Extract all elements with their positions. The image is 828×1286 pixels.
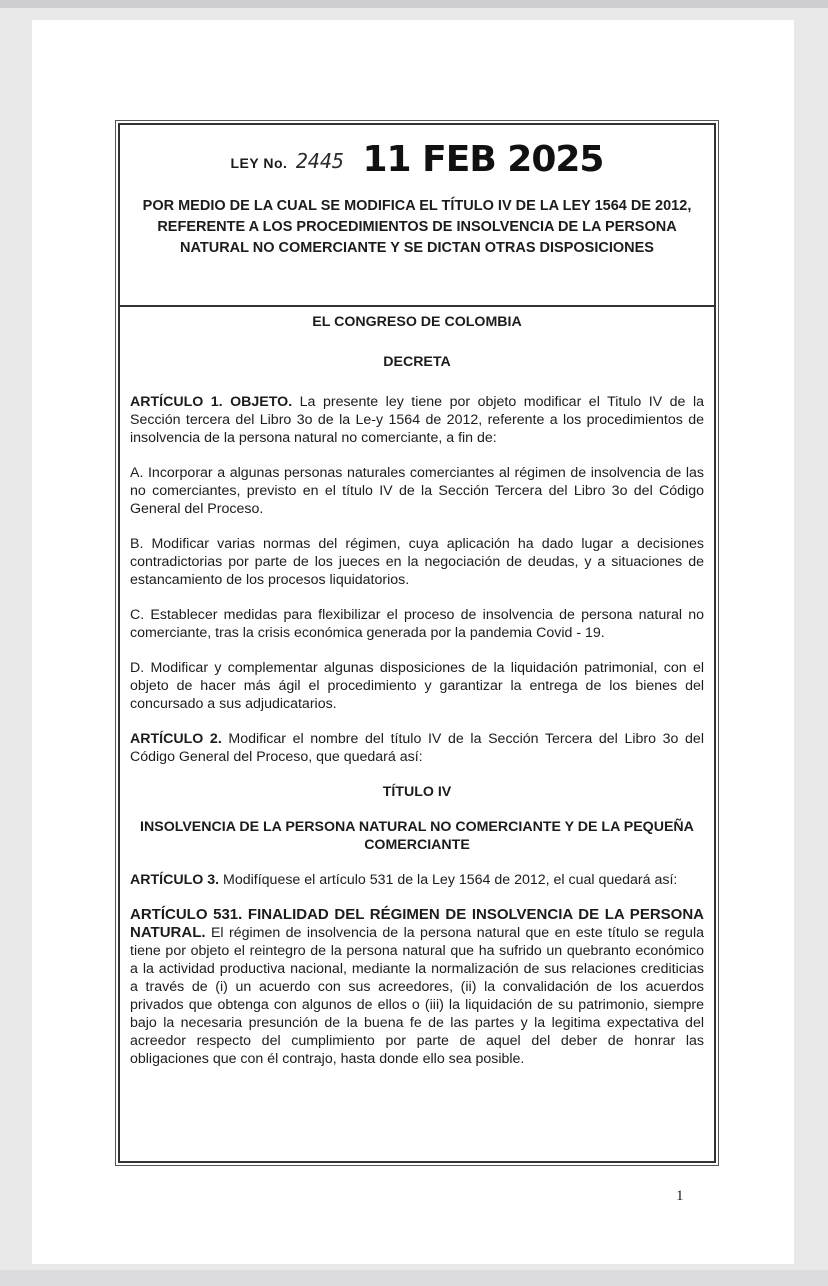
titulo-iv-name: INSOLVENCIA DE LA PERSONA NATURAL NO COMERCIANTE Y DE LA PEQUEÑA COMERCIANTE	[140, 819, 694, 853]
decreta-heading: DECRETA	[383, 354, 451, 370]
titulo-iv-heading: TÍTULO IV	[382, 784, 452, 800]
law-date-stamp: 11 FEB 2025	[362, 139, 604, 180]
item-d: D. Modificar y complementar algunas disposiciones de la liquidación patrimonial, con el objeto de hacer más ágil el procedimiento y garantizar la entrega de los bienes del concursado a sus adjudicatarios.	[130, 660, 704, 712]
article-3-text: Modifíquese el artículo 531 de la Ley 1564 de 2012, el cual quedará así:	[223, 872, 678, 888]
item-c: C. Establecer medidas para flexibilizar el proceso de insolvencia de persona natural no comerciante, tras la crisis económica generada por la pandemia Covid - 19.	[130, 607, 704, 641]
item-b: B. Modificar varias normas del régimen, cuya aplicación ha dado lugar a decisiones contradictorias por parte de los jueces en la negociación de deudas, y a situaciones de estancamiento de los procesos liquidatorios.	[130, 536, 704, 588]
article-3-heading: ARTÍCULO 3.	[130, 872, 220, 888]
article-1-text: La presente ley tiene por objeto modificar el Titulo IV de la Sección tercera del Libro 3o de la Le-y 1564 de 2012, referente a los procedimientos de insolvencia de la persona natural no comerciante, a fin de:	[130, 394, 704, 446]
congress-heading: EL CONGRESO DE COLOMBIA	[312, 314, 522, 330]
document-page	[32, 20, 794, 1264]
article-2-text: Modificar el nombre del título IV de la Sección Tercera del Libro 3o del Código General del Proceso, que quedará así:	[130, 731, 704, 765]
law-body	[130, 313, 704, 1068]
law-number-line	[120, 139, 714, 180]
law-title: POR MEDIO DE LA CUAL SE MODIFICA EL TÍTULO IV DE LA LEY 1564 DE 2012, REFERENTE A LOS PROCEDIMIENTOS DE INSOLVENCIA DE LA PERSONA NATURAL NO COMERCIANTE Y SE DICTAN OTRAS DISPOSICIONES	[142, 198, 692, 256]
law-number: 2445	[295, 149, 345, 173]
document-frame	[118, 123, 716, 1163]
article-2	[130, 730, 704, 766]
bottom-strip	[0, 1270, 828, 1286]
article-1	[130, 393, 704, 447]
article-531	[130, 906, 704, 1068]
article-1-heading: ARTÍCULO 1. OBJETO.	[130, 394, 293, 410]
law-header	[120, 125, 714, 307]
page-number: 1	[676, 1188, 684, 1204]
article-2-heading: ARTÍCULO 2.	[130, 731, 222, 747]
article-531-text: El régimen de insolvencia de la persona natural que en este título se regula tiene por objeto el reintegro de la persona natural que ha sufrido un quebranto económico a la actividad productiva nacional, mediante la normalización de sus relaciones crediticias a través de (i) un acuerdo con sus acreedores, (ii) la convalidación de los acuerdos privados que obtenga con algunos de ellos o (iii) la liquidación de su patrimonio, siempre bajo la necesaria presunción de la buena fe de las partes y la legitima expectativa del acreedor respecto del cumplimiento por parte de aquel del deber de honrar las obligaciones que con él contrajo, hasta donde ello sea posible.	[130, 925, 704, 1067]
item-a: A. Incorporar a algunas personas naturales comerciantes al régimen de insolvencia de las no comerciantes, previsto en el título IV de la Sección Tercera del Libro 3o del Código General del Proceso.	[130, 465, 704, 517]
law-label: LEY No.	[230, 155, 288, 171]
article-3	[130, 871, 704, 889]
top-bar	[0, 0, 828, 8]
article-531-heading: ARTÍCULO 531. FINALIDAD DEL RÉGIMEN DE INSOLVENCIA DE LA PERSONA NATURAL.	[130, 906, 704, 941]
